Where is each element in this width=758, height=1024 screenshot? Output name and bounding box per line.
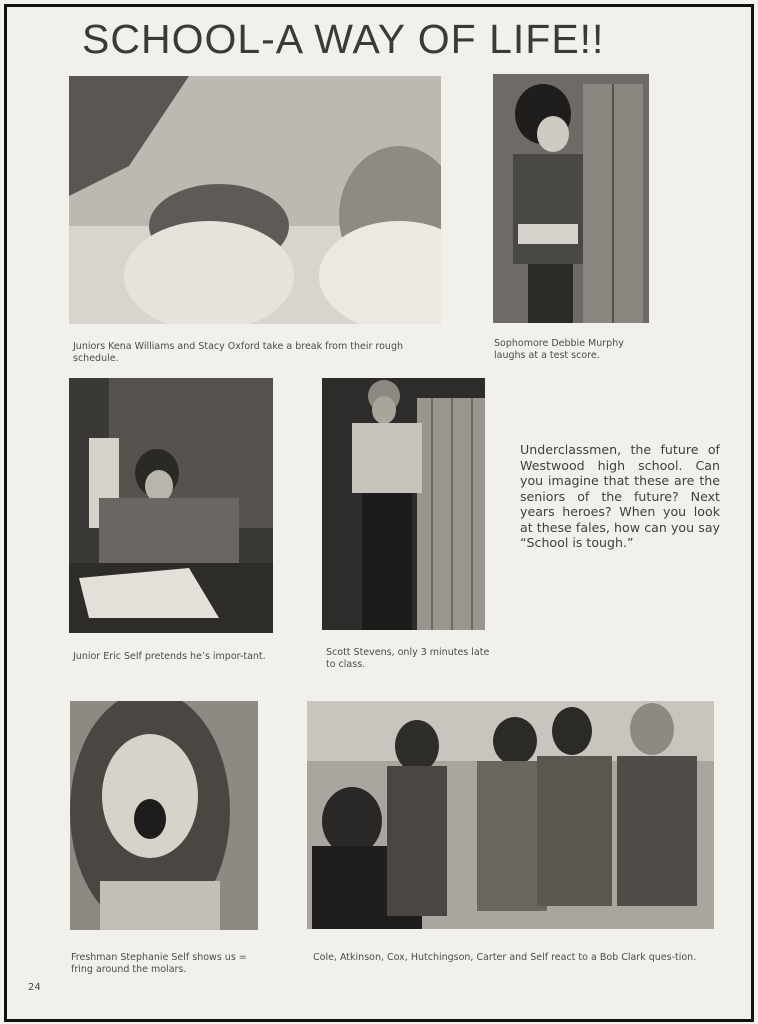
caption-two-girls: Juniors Kena Williams and Stacy Oxford take a break from their rough schedule. [73, 341, 403, 364]
photo-freshman-scream [70, 701, 258, 930]
photo-hallway-lockers [322, 378, 485, 630]
caption-group-reaction: Cole, Atkinson, Cox, Hutchingson, Carter and Self react to a Bob Clark ques-tion. [313, 952, 697, 963]
caption-hallway-lockers: Scott Stevens, only 3 minutes late to class. [326, 647, 490, 670]
caption-sophomore-locker: Sophomore Debbie Murphy laughs at a test score. [494, 338, 624, 361]
page-title: SCHOOL-A WAY OF LIFE!! [82, 16, 605, 62]
photo-junior-desk [69, 378, 273, 633]
body-paragraph: Underclassmen, the future of Westwood high school. Can you imagine that these are the seniors of the future? Next years heroes? When you look at these fales, how can you say “School is tough.” [520, 442, 720, 550]
photo-sophomore-locker [493, 74, 649, 323]
photo-group-reaction [307, 701, 714, 929]
caption-freshman-scream: Freshman Stephanie Self shows us = fring around the molars. [71, 952, 247, 975]
page-number: 24 [28, 982, 41, 993]
photo-two-girls [69, 76, 441, 324]
caption-junior-desk: Junior Eric Self pretends he’s impor-tant. [73, 651, 266, 662]
